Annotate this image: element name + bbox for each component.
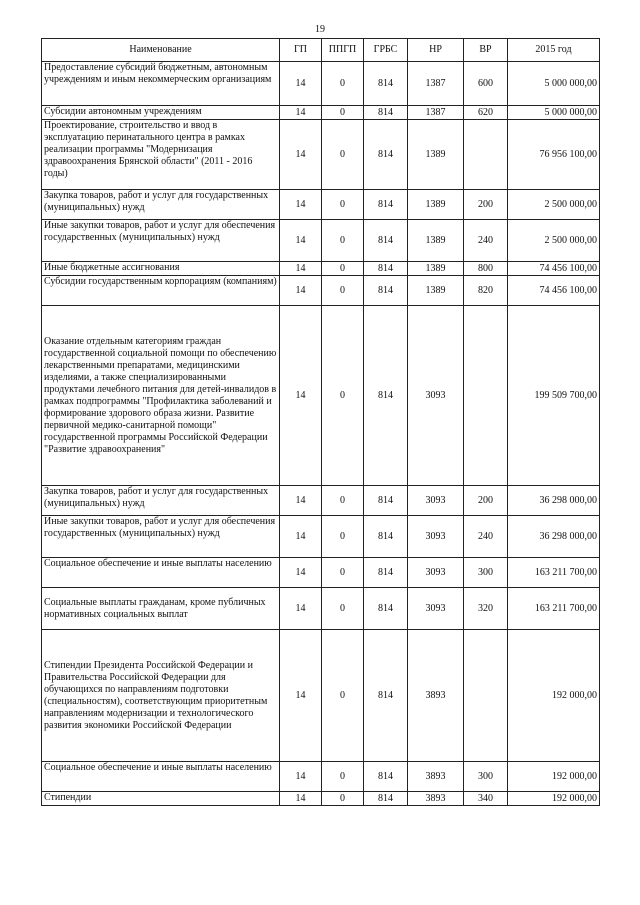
- row-name: Стипендии Президента Российской Федерации и Правительства Российской Федерации для обучающихся по направлениям подготовки (специальностям), соответствующим приоритетным направлениям модернизации и технологического развития экономики Российской Федерации: [42, 630, 280, 762]
- row-nr: 3093: [408, 486, 464, 516]
- row-amount: 163 211 700,00: [508, 558, 600, 588]
- row-name: Иные закупки товаров, работ и услуг для обеспечения государственных (муниципальных) нужд: [42, 220, 280, 262]
- table-row: [42, 516, 600, 558]
- row-nr: 1387: [408, 106, 464, 120]
- row-vr: [464, 630, 508, 762]
- row-ppgp: 0: [322, 120, 364, 190]
- row-vr: 200: [464, 486, 508, 516]
- table-row: [42, 630, 600, 762]
- row-grbs: 814: [364, 792, 408, 806]
- row-nr: 3893: [408, 630, 464, 762]
- header-gp: ГП: [280, 39, 322, 62]
- row-name: Социальное обеспечение и иные выплаты населению: [42, 558, 280, 588]
- row-gp: 14: [280, 62, 322, 106]
- row-ppgp: 0: [322, 486, 364, 516]
- header-ppgp: ППГП: [322, 39, 364, 62]
- row-amount: 74 456 100,00: [508, 262, 600, 276]
- budget-table: [41, 38, 600, 806]
- row-vr: 600: [464, 62, 508, 106]
- row-grbs: 814: [364, 106, 408, 120]
- row-amount: 74 456 100,00: [508, 276, 600, 306]
- row-vr: 820: [464, 276, 508, 306]
- row-name: Социальное обеспечение и иные выплаты населению: [42, 762, 280, 792]
- table-row: [42, 120, 600, 190]
- row-name: Социальные выплаты гражданам, кроме публичных нормативных социальных выплат: [42, 588, 280, 630]
- row-name: Оказание отдельным категориям граждан государственной социальной помощи по обеспечению лекарственными препаратами, медицинскими изделиями, а также специализированными продуктами лечебного питания для детей-инвалидов в рамках подпрограммы "Профилактика заболеваний и формирование здорового образа жизни. Развитие первичной медико-санитарной помощи" государственной программы Российской Федерации "Развитие здравоохранения": [42, 306, 280, 486]
- row-nr: 1387: [408, 62, 464, 106]
- table-row: [42, 588, 600, 630]
- row-grbs: 814: [364, 558, 408, 588]
- row-ppgp: 0: [322, 62, 364, 106]
- row-gp: 14: [280, 106, 322, 120]
- table-header-row: [42, 39, 600, 62]
- row-gp: 14: [280, 762, 322, 792]
- header-year: 2015 год: [508, 39, 600, 62]
- table-row: [42, 190, 600, 220]
- row-name: Субсидии автономным учреждениям: [42, 106, 280, 120]
- row-amount: 192 000,00: [508, 630, 600, 762]
- row-name: Стипендии: [42, 792, 280, 806]
- row-ppgp: 0: [322, 792, 364, 806]
- row-nr: 3893: [408, 762, 464, 792]
- row-nr: 3093: [408, 558, 464, 588]
- row-gp: 14: [280, 486, 322, 516]
- row-nr: 1389: [408, 220, 464, 262]
- page-number: 19: [315, 24, 325, 35]
- table-row: [42, 62, 600, 106]
- row-amount: 5 000 000,00: [508, 106, 600, 120]
- table-row: [42, 306, 600, 486]
- row-gp: 14: [280, 630, 322, 762]
- row-grbs: 814: [364, 262, 408, 276]
- row-ppgp: 0: [322, 106, 364, 120]
- row-nr: 3893: [408, 792, 464, 806]
- row-amount: 5 000 000,00: [508, 62, 600, 106]
- row-amount: 2 500 000,00: [508, 220, 600, 262]
- header-nr: НР: [408, 39, 464, 62]
- row-name: Субсидии государственным корпорациям (компаниям): [42, 276, 280, 306]
- row-vr: [464, 306, 508, 486]
- row-grbs: 814: [364, 62, 408, 106]
- row-grbs: 814: [364, 120, 408, 190]
- table-row: [42, 792, 600, 806]
- row-name: Иные бюджетные ассигнования: [42, 262, 280, 276]
- table-row: [42, 262, 600, 276]
- row-amount: 36 298 000,00: [508, 486, 600, 516]
- row-grbs: 814: [364, 486, 408, 516]
- row-grbs: 814: [364, 588, 408, 630]
- row-amount: 199 509 700,00: [508, 306, 600, 486]
- header-name: Наименование: [42, 39, 280, 62]
- row-vr: 300: [464, 558, 508, 588]
- row-vr: 620: [464, 106, 508, 120]
- row-gp: 14: [280, 792, 322, 806]
- row-ppgp: 0: [322, 306, 364, 486]
- row-ppgp: 0: [322, 276, 364, 306]
- row-amount: 192 000,00: [508, 792, 600, 806]
- row-gp: 14: [280, 262, 322, 276]
- row-nr: 3093: [408, 306, 464, 486]
- row-vr: 240: [464, 516, 508, 558]
- row-nr: 3093: [408, 516, 464, 558]
- row-gp: 14: [280, 558, 322, 588]
- row-gp: 14: [280, 220, 322, 262]
- row-grbs: 814: [364, 630, 408, 762]
- row-ppgp: 0: [322, 220, 364, 262]
- row-vr: 300: [464, 762, 508, 792]
- row-vr: 320: [464, 588, 508, 630]
- row-grbs: 814: [364, 762, 408, 792]
- row-name: Предоставление субсидий бюджетным, автономным учреждениям и иным некоммерческим организациям: [42, 62, 280, 106]
- row-ppgp: 0: [322, 762, 364, 792]
- row-gp: 14: [280, 588, 322, 630]
- row-gp: 14: [280, 306, 322, 486]
- header-grbs: ГРБС: [364, 39, 408, 62]
- table-row: [42, 106, 600, 120]
- row-vr: 800: [464, 262, 508, 276]
- row-name: Иные закупки товаров, работ и услуг для обеспечения государственных (муниципальных) нужд: [42, 516, 280, 558]
- table-row: [42, 220, 600, 262]
- row-name: Проектирование, строительство и ввод в эксплуатацию перинатального центра в рамках реализации программы "Модернизация здравоохранения Брянской области" (2011 - 2016 годы): [42, 120, 280, 190]
- row-amount: 163 211 700,00: [508, 588, 600, 630]
- row-gp: 14: [280, 190, 322, 220]
- row-gp: 14: [280, 276, 322, 306]
- row-gp: 14: [280, 120, 322, 190]
- row-amount: 76 956 100,00: [508, 120, 600, 190]
- row-grbs: 814: [364, 190, 408, 220]
- table-row: [42, 276, 600, 306]
- row-grbs: 814: [364, 306, 408, 486]
- row-ppgp: 0: [322, 630, 364, 762]
- row-vr: 240: [464, 220, 508, 262]
- row-nr: 1389: [408, 262, 464, 276]
- row-gp: 14: [280, 516, 322, 558]
- table-row: [42, 558, 600, 588]
- row-ppgp: 0: [322, 262, 364, 276]
- row-grbs: 814: [364, 516, 408, 558]
- row-nr: 3093: [408, 588, 464, 630]
- row-vr: 340: [464, 792, 508, 806]
- table-row: [42, 486, 600, 516]
- row-name: Закупка товаров, работ и услуг для государственных (муниципальных) нужд: [42, 190, 280, 220]
- row-nr: 1389: [408, 120, 464, 190]
- row-vr: [464, 120, 508, 190]
- row-ppgp: 0: [322, 558, 364, 588]
- row-grbs: 814: [364, 276, 408, 306]
- row-grbs: 814: [364, 220, 408, 262]
- table-row: [42, 762, 600, 792]
- row-ppgp: 0: [322, 588, 364, 630]
- row-amount: 192 000,00: [508, 762, 600, 792]
- row-name: Закупка товаров, работ и услуг для государственных (муниципальных) нужд: [42, 486, 280, 516]
- row-nr: 1389: [408, 276, 464, 306]
- row-amount: 2 500 000,00: [508, 190, 600, 220]
- row-amount: 36 298 000,00: [508, 516, 600, 558]
- row-ppgp: 0: [322, 190, 364, 220]
- header-vr: ВР: [464, 39, 508, 62]
- row-vr: 200: [464, 190, 508, 220]
- row-ppgp: 0: [322, 516, 364, 558]
- row-nr: 1389: [408, 190, 464, 220]
